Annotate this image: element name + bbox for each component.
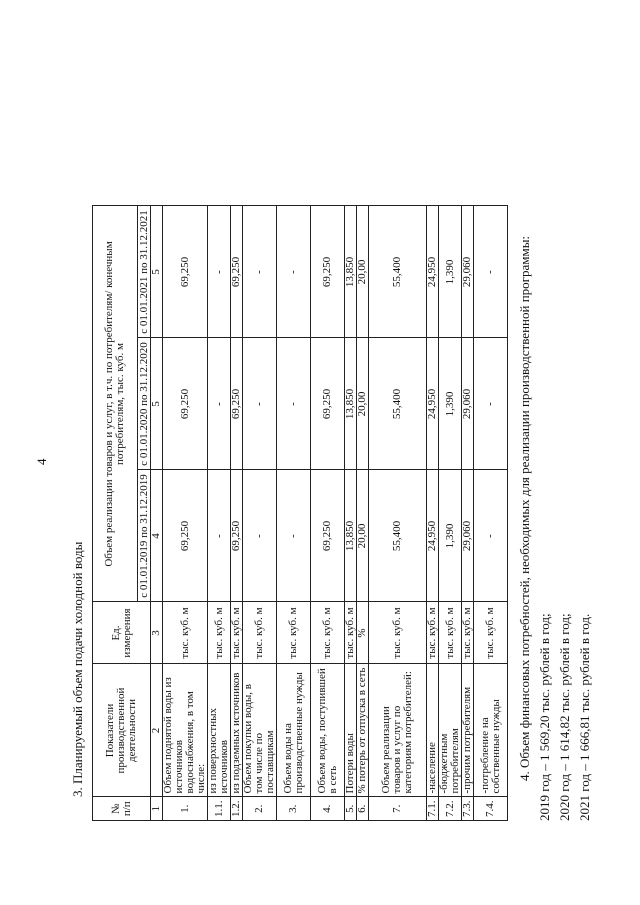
cold-water-plan-table bbox=[92, 206, 508, 822]
header-period-2020: с 01.01.2020 по 31.12.2020 bbox=[138, 338, 151, 470]
row-unit: тыс. куб. м bbox=[474, 602, 508, 664]
row-unit: тыс. куб. м bbox=[208, 602, 231, 664]
table-row bbox=[311, 206, 345, 821]
row-value-2020: 69,250 bbox=[231, 338, 243, 470]
table-row bbox=[208, 206, 231, 821]
row-indicator: Объем воды на производственные нужды bbox=[277, 664, 311, 797]
row-unit: тыс. куб. м bbox=[345, 602, 357, 664]
table-row bbox=[369, 206, 427, 821]
row-value-2020: - bbox=[243, 338, 277, 470]
row-value-2021: 69,250 bbox=[311, 206, 345, 338]
row-value-2020: - bbox=[474, 338, 508, 470]
row-unit: тыс. куб. м bbox=[427, 602, 439, 664]
column-number: 5 bbox=[151, 206, 163, 338]
row-value-2019: - bbox=[277, 470, 311, 602]
row-value-2020: 69,250 bbox=[311, 338, 345, 470]
header-period-2021: с 01.01.2021 по 31.12.2021 bbox=[138, 206, 151, 338]
row-unit: % bbox=[357, 602, 369, 664]
column-number: 2 bbox=[151, 664, 163, 797]
row-value-2019: 29,060 bbox=[462, 470, 474, 602]
row-value-2021: 24,950 bbox=[427, 206, 439, 338]
finance-line: 2019 год – 1 569,20 тыс. рублей в год; bbox=[537, 613, 552, 821]
row-value-2021: 69,250 bbox=[163, 206, 208, 338]
row-indicator: -прочим потребителям bbox=[462, 664, 474, 797]
row-number: 6. bbox=[357, 797, 369, 821]
row-indicator: % потерь от отпуска в сеть bbox=[357, 664, 369, 797]
row-value-2019: - bbox=[208, 470, 231, 602]
row-value-2019: - bbox=[474, 470, 508, 602]
header-no: № п/п bbox=[93, 797, 151, 821]
row-value-2021: 55,400 bbox=[369, 206, 427, 338]
table-row bbox=[243, 206, 277, 821]
header-group: Объем реализации товаров и услуг, в т.ч. по потребителям/ конечным потребителям, тыс. куб. м bbox=[93, 206, 138, 602]
column-number: 4 bbox=[151, 470, 163, 602]
row-indicator: Объем реализации товаров и услуг по категориям потребителей: bbox=[369, 664, 427, 797]
row-indicator: Объем воды, поступившей в сеть bbox=[311, 664, 345, 797]
row-number: 1.1. bbox=[208, 797, 231, 821]
page-number: 4 bbox=[34, 458, 49, 465]
row-unit: тыс. куб. м bbox=[439, 602, 462, 664]
row-number: 5. bbox=[345, 797, 357, 821]
row-number: 3. bbox=[277, 797, 311, 821]
row-number: 4. bbox=[311, 797, 345, 821]
row-number: 7.1. bbox=[427, 797, 439, 821]
row-number: 7.2. bbox=[439, 797, 462, 821]
row-indicator: из поверхностных источников bbox=[208, 664, 231, 797]
finance-title: 4. Объем финансовых потребностей, необходимых для реализации производственной программы: bbox=[517, 235, 532, 781]
table-header-row bbox=[93, 206, 138, 821]
row-value-2019: 69,250 bbox=[231, 470, 243, 602]
row-value-2021: 1,390 bbox=[439, 206, 462, 338]
row-value-2020: 29,060 bbox=[462, 338, 474, 470]
row-unit: тыс. куб. м bbox=[277, 602, 311, 664]
row-indicator: из подземных источников bbox=[231, 664, 243, 797]
finance-line: 2020 год – 1 614,82 тыс. рублей в год; bbox=[557, 613, 572, 821]
row-value-2021: - bbox=[243, 206, 277, 338]
row-value-2020: 13,850 bbox=[345, 338, 357, 470]
table-row bbox=[474, 206, 508, 821]
section-title: 3. Планируемый объем подачи холодной воды bbox=[70, 541, 85, 797]
row-value-2019: 69,250 bbox=[163, 470, 208, 602]
column-number: 5 bbox=[151, 338, 163, 470]
column-number: 1 bbox=[151, 797, 163, 821]
row-value-2019: 13,850 bbox=[345, 470, 357, 602]
header-unit: Ед. измерения bbox=[93, 602, 151, 664]
table-row bbox=[163, 206, 208, 821]
row-indicator: -население bbox=[427, 664, 439, 797]
finance-line: 2021 год – 1 666,81 тыс. рублей в год. bbox=[577, 613, 592, 821]
row-value-2021: 20,00 bbox=[357, 206, 369, 338]
row-indicator: -потребление на собственные нужды bbox=[474, 664, 508, 797]
row-value-2020: - bbox=[208, 338, 231, 470]
row-unit: тыс. куб. м bbox=[311, 602, 345, 664]
row-value-2020: 20,00 bbox=[357, 338, 369, 470]
table-row bbox=[277, 206, 311, 821]
header-period-2019: с 01.01.2019 по 31.12.2019 bbox=[138, 470, 151, 602]
row-value-2019: 55,400 bbox=[369, 470, 427, 602]
row-value-2019: 24,950 bbox=[427, 470, 439, 602]
row-unit: тыс. куб. м bbox=[163, 602, 208, 664]
row-value-2020: 24,950 bbox=[427, 338, 439, 470]
table-row bbox=[427, 206, 439, 821]
row-indicator: Объем поднятой воды из источников водоснабжения, в том числе: bbox=[163, 664, 208, 797]
row-value-2019: 1,390 bbox=[439, 470, 462, 602]
row-number: 2. bbox=[243, 797, 277, 821]
row-value-2020: 69,250 bbox=[163, 338, 208, 470]
table-row bbox=[345, 206, 357, 821]
row-indicator: Потери воды bbox=[345, 664, 357, 797]
row-value-2021: - bbox=[208, 206, 231, 338]
row-unit: тыс. куб. м bbox=[462, 602, 474, 664]
row-value-2021: 69,250 bbox=[231, 206, 243, 338]
row-value-2020: 1,390 bbox=[439, 338, 462, 470]
header-indicator: Показатели производственной деятельности bbox=[93, 664, 151, 797]
table-row bbox=[357, 206, 369, 821]
column-number-row bbox=[151, 206, 163, 821]
row-unit: тыс. куб. м bbox=[231, 602, 243, 664]
row-unit: тыс. куб. м bbox=[243, 602, 277, 664]
row-number: 7.4. bbox=[474, 797, 508, 821]
row-value-2021: - bbox=[277, 206, 311, 338]
row-indicator: Объем покупки воды, в том числе по поставщикам bbox=[243, 664, 277, 797]
row-value-2020: 55,400 bbox=[369, 338, 427, 470]
finance-section bbox=[515, 236, 595, 821]
table-row bbox=[462, 206, 474, 821]
row-number: 1. bbox=[163, 797, 208, 821]
column-number: 3 bbox=[151, 602, 163, 664]
row-number: 7. bbox=[369, 797, 427, 821]
row-value-2019: 69,250 bbox=[311, 470, 345, 602]
table-row bbox=[231, 206, 243, 821]
row-value-2021: 29,060 bbox=[462, 206, 474, 338]
row-value-2019: - bbox=[243, 470, 277, 602]
row-indicator: -бюджетным потребителям bbox=[439, 664, 462, 797]
row-value-2021: 13,850 bbox=[345, 206, 357, 338]
row-value-2020: - bbox=[277, 338, 311, 470]
row-number: 1.2. bbox=[231, 797, 243, 821]
row-unit: тыс. куб. м bbox=[369, 602, 427, 664]
row-value-2021: - bbox=[474, 206, 508, 338]
table-row bbox=[439, 206, 462, 821]
row-value-2019: 20,00 bbox=[357, 470, 369, 602]
row-number: 7.3. bbox=[462, 797, 474, 821]
